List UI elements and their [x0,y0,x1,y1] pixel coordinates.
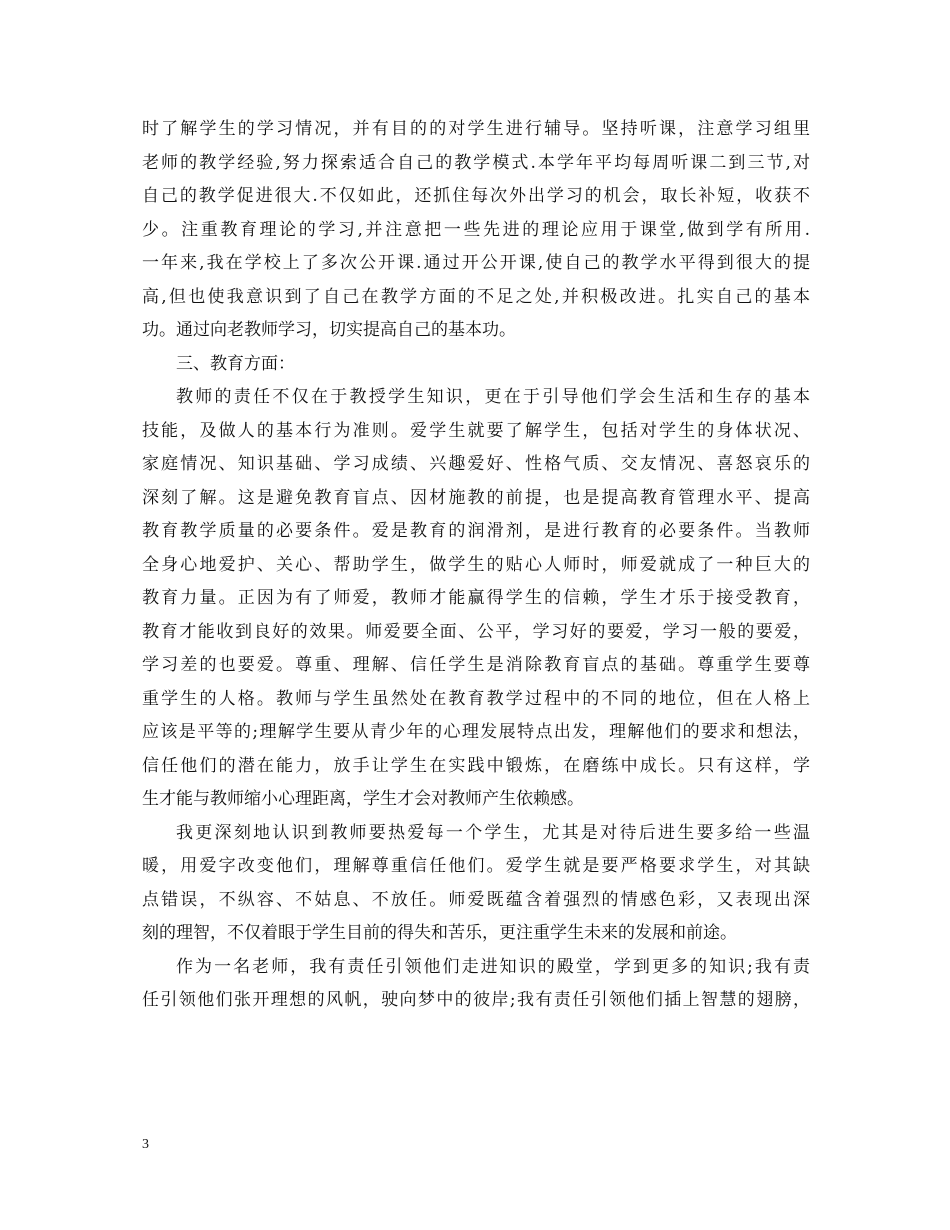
text-line: 自己的教学促进很大.不仅如此，还抓住每次外出学习的机会，取长补短，收获不 [142,186,810,206]
text-line: 学习差的也要爱。尊重、理解、信任学生是消除教育盲点的基础。尊重学生要尊 [142,655,810,675]
text-line: 老师的教学经验,努力探索适合自己的教学模式.本学年平均每周听课二到三节,对 [142,152,810,173]
page-number: 3 [142,1137,149,1152]
text-line: 三、教育方面： [176,353,295,374]
text-line: 深刻了解。这是避免教育盲点、因材施教的前提，也是提高教育管理水平、提高 [142,487,810,508]
text-line: 教师的责任不仅在于教授学生知识，更在于引导他们学会生活和生存的基本 [176,387,810,407]
text-line: 一年来,我在学校上了多次公开课.通过开公开课,使自己的教学水平得到很大的提 [142,253,810,273]
text-line: 教育教学质量的必要条件。爱是教育的润滑剂，是进行教育的必要条件。当教师 [142,521,810,541]
text-line: 信任他们的潜在能力，放手让学生在实践中锻炼，在磨练中成长。只有这样，学 [142,755,810,776]
text-line: 教育才能收到良好的效果。师爱要全面、公平，学习好的要爱，学习一般的要爱， [142,621,810,642]
text-line: 全身心地爱护、关心、帮助学生，做学生的贴心人师时，师爱就成了一种巨大的 [142,554,810,575]
text-line: 少。注重教育理论的学习,并注意把一些先进的理论应用于课堂,做到学有所用. [142,219,810,240]
text-line: 重学生的人格。教师与学生虽然处在教育教学过程中的不同的地位，但在人格上 [142,688,810,709]
text-line: 技能，及做人的基本行为准则。爱学生就要了解学生，包括对学生的身体状况、 [142,420,810,441]
text-line: 家庭情况、知识基础、学习成绩、兴趣爱好、性格气质、交友情况、喜怒哀乐的 [142,454,810,474]
text-line: 任引领他们张开理想的风帆，驶向梦中的彼岸;我有责任引领他们插上智慧的翅膀， [142,990,810,1010]
text-line: 应该是平等的;理解学生要从青少年的心理发展特点出发，理解他们的要求和想法， [142,722,810,742]
text-line: 教育力量。正因为有了师爱，教师才能赢得学生的信赖，学生才乐于接受教育， [142,588,810,608]
text-line: 功。通过向老教师学习，切实提高自己的基本功。 [142,320,516,340]
text-line: 高,但也使我意识到了自己在教学方面的不足之处,并积极改进。扎实自己的基本 [142,286,810,307]
text-line: 暖，用爱字改变他们，理解尊重信任他们。爱学生就是要严格要求学生，对其缺 [142,856,810,876]
text-line: 作为一名老师，我有责任引领他们走进知识的殿堂，学到更多的知识;我有责 [176,956,810,977]
text-line: 时了解学生的学习情况，并有目的的对学生进行辅导。坚持听课，注意学习组里 [142,119,810,139]
text-line: 我更深刻地认识到教师要热爱每一个学生，尤其是对待后进生要多给一些温 [176,822,810,843]
text-line: 点错误，不纵容、不姑息、不放任。师爱既蕴含着强烈的情感色彩，又表现出深 [142,889,810,910]
body-text [142,113,810,1018]
text-line: 生才能与教师缩小心理距离，学生才会对教师产生依赖感。 [142,789,584,809]
text-line: 刻的理智，不仅着眼于学生目前的得失和苦乐，更注重学生未来的发展和前途。 [142,923,737,943]
